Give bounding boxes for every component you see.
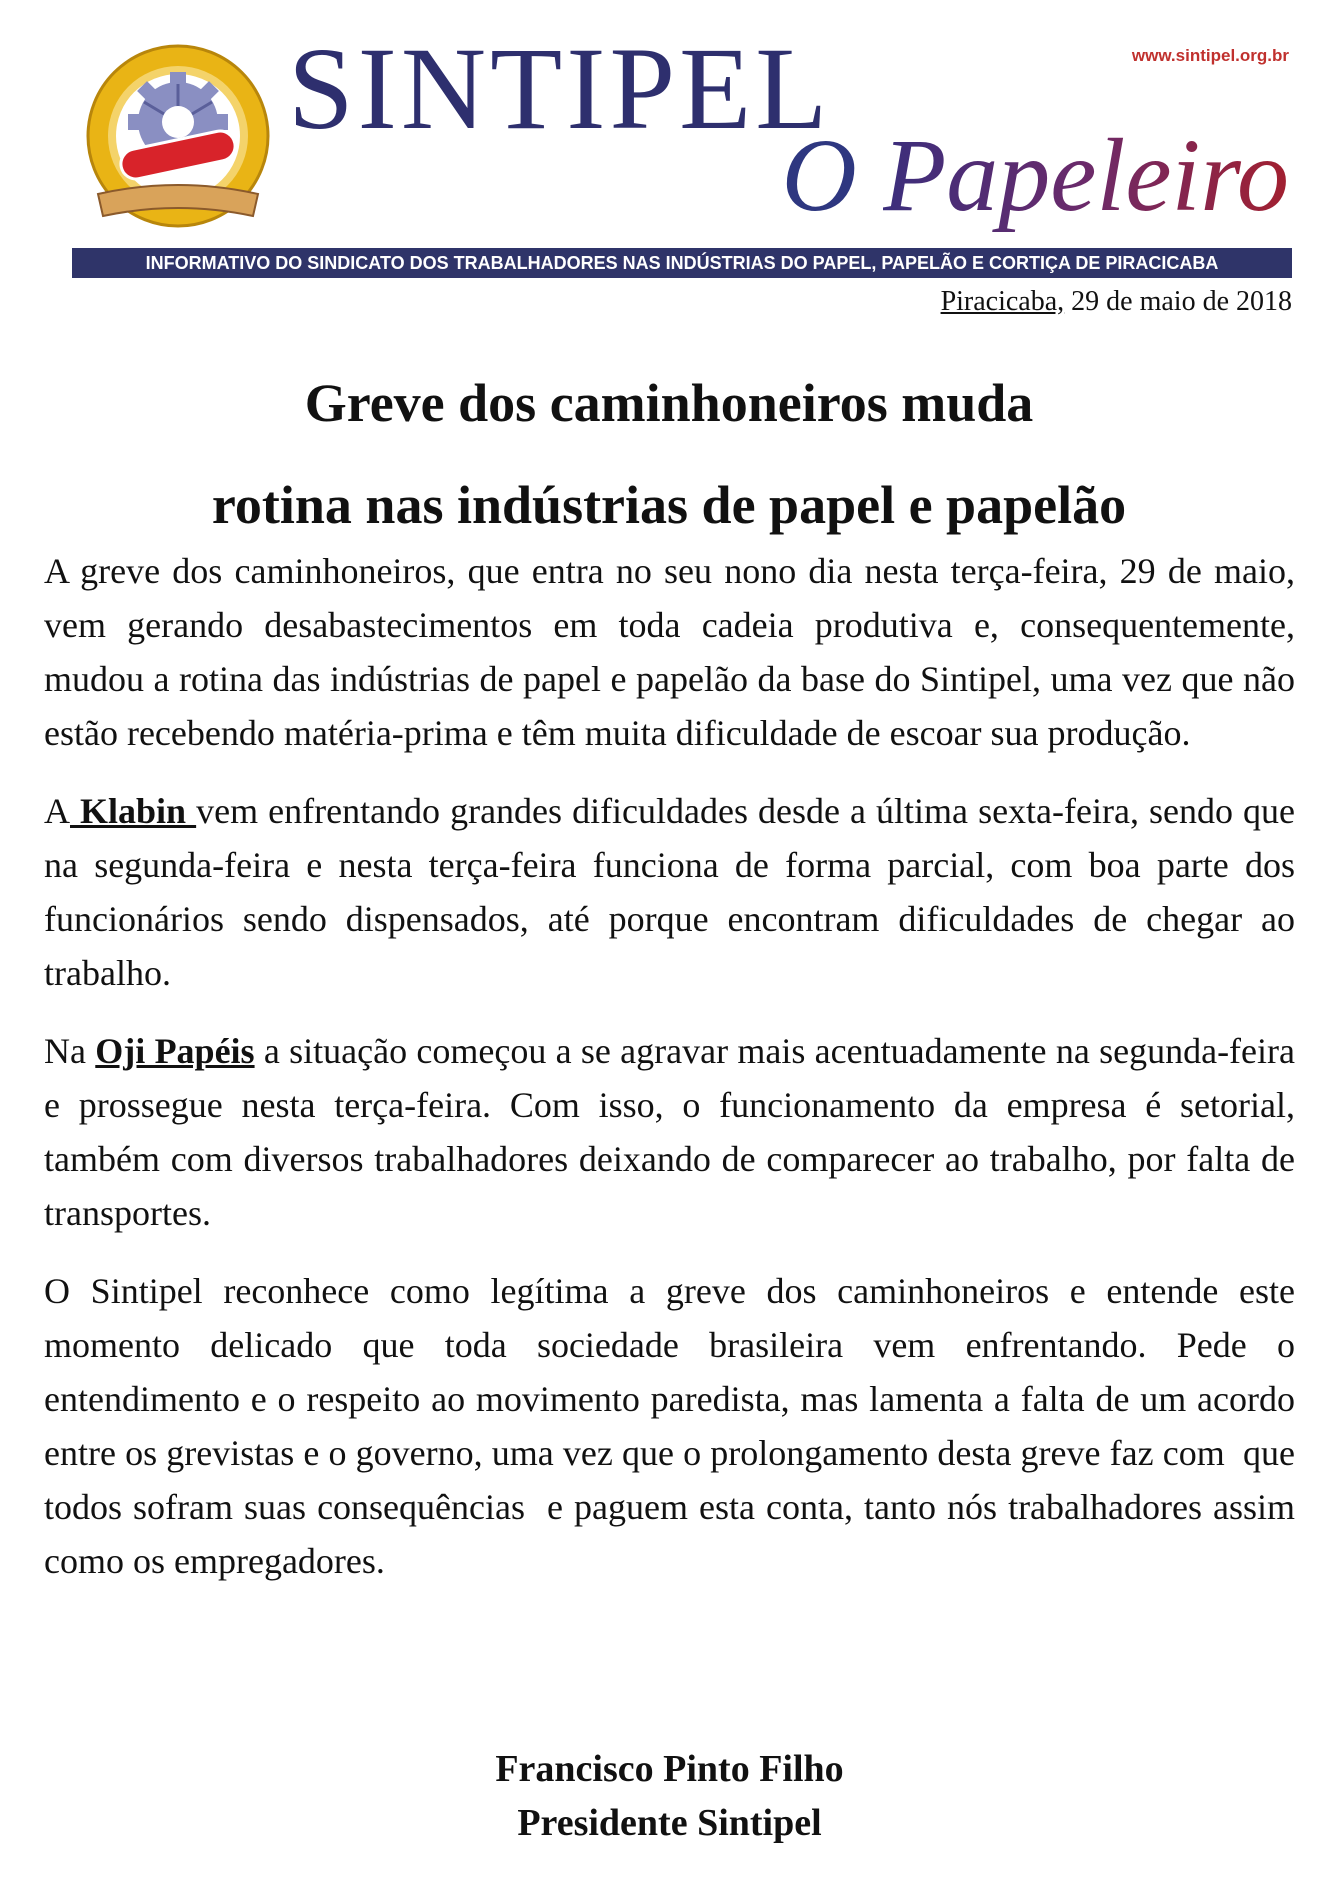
headline-line-2: rotina nas indústrias de papel e papelão [211,475,1127,535]
info-banner: INFORMATIVO DO SINDICATO DOS TRABALHADORES NAS INDÚSTRIAS DO PAPEL, PAPELÃO E CORTIÇA DE PIRACICABA [72,248,1292,278]
website-url[interactable]: www.sintipel.org.br [1131,46,1289,65]
signature-name: Francisco Pinto Filho [495,1748,844,1790]
paragraph-2-rest: vem enfrentando grandes dificuldades desde a última sexta-feira, sendo que na segunda-feira e nesta terça-feira funciona de forma parcial, com boa parte dos funcionários sendo dispensados, até porque encontram dificuldades de chegar ao trabalho. [44,791,1295,993]
paragraph-1: A greve dos caminhoneiros, que entra no seu nono dia nesta terça-feira, 29 de maio, vem gerando desabastecimentos em toda cadeia produtiva e, consequentemente, mudou a rotina das indústrias de papel e papelão da base do Sintipel, uma vez que não estão recebendo matéria-prima e têm muita dificuldade de escoar sua produção. [44,551,1295,753]
headline [44,352,1294,556]
company-oji-papeis: Oji Papéis [95,1031,255,1071]
paragraph-2 [44,784,1295,1000]
signature-role: Presidente Sintipel [517,1802,822,1844]
dateline [941,286,1292,318]
article-body [44,544,1304,1612]
masthead-subtitle [781,118,1289,233]
paragraph-3-rest: a situação começou a se agravar mais acentuadamente na segunda-feira e prossegue nesta terça-feira. Com isso, o funcionamento da empresa é setorial, também com diversos trabalhadores deixando de comparecer ao trabalho, por falta de transportes. [44,1031,1295,1233]
sintipel-logo [78,44,278,244]
paragraph-3-start: Na [44,1031,96,1071]
paragraph-4: O Sintipel reconhece como legítima a greve dos caminhoneiros e entende este momento delicado que toda sociedade brasileira vem enfrentando. Pede o entendimento e o respeito ao movimento paredista, mas lamenta a falta de um acordo entre os grevistas e o governo, uma vez que o prolongamento desta greve faz com que todos sofram suas consequências e paguem esta conta, tanto nós trabalhadores assim como os empregadores. [44,1271,1304,1581]
dateline-date: 29 de maio de 2018 [1064,286,1292,317]
dateline-city: Piracicaba, [940,286,1065,317]
paragraph-3 [44,1024,1295,1240]
masthead-title: SINTIPEL [288,23,832,154]
company-klabin: Klabin [70,791,197,831]
subtitle-o: O [781,118,857,233]
subtitle-papeleiro: Papeleiro [882,118,1289,233]
signature-block [44,1742,1295,1850]
headline-line-1: Greve dos caminhoneiros muda [304,373,1034,433]
paragraph-2-start: A [44,791,70,831]
